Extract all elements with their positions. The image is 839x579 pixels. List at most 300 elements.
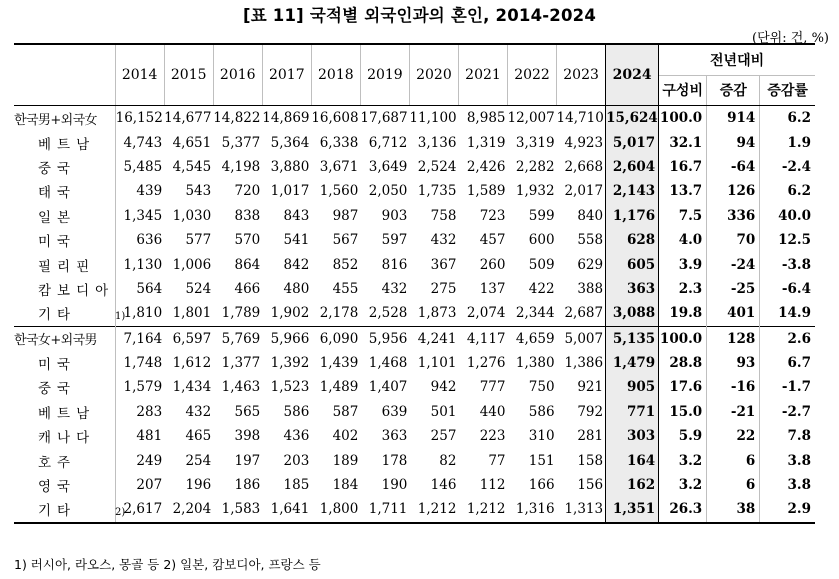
year-value: 6,712 — [368, 134, 408, 151]
year-value: 260 — [479, 256, 506, 273]
year-value: 1,523 — [270, 379, 310, 396]
value-2024: 15,624 — [606, 106, 659, 131]
year-value: 197 — [234, 452, 261, 469]
year-value: 2,074 — [466, 305, 506, 322]
year-header: 2023 — [557, 44, 606, 106]
composition-value: 32.1 — [669, 134, 703, 151]
composition-value: 3.9 — [678, 256, 703, 273]
year-value: 14,677 — [164, 106, 213, 131]
year-value: 567 — [332, 232, 359, 249]
value-2024: 5,017 — [606, 130, 659, 154]
year-value: 1,560 — [319, 183, 359, 200]
row-label — [14, 497, 126, 522]
value-2024: 605 — [606, 252, 659, 276]
year-value: 465 — [185, 428, 212, 445]
row-label — [14, 400, 115, 424]
value-2024: 363 — [606, 277, 659, 301]
year-value: 1,902 — [270, 305, 310, 322]
year-value: 524 — [185, 280, 212, 297]
year-value: 6,597 — [164, 326, 213, 351]
increase-rate-value: 3.8 — [760, 473, 815, 497]
year-value: 3,649 — [368, 158, 408, 175]
composition-value: 17.6 — [669, 379, 703, 396]
year-value: 1,212 — [458, 497, 507, 522]
increase-value: -25 — [707, 277, 760, 301]
year-value: 501 — [430, 403, 457, 420]
year-value: 4,743 — [115, 130, 164, 154]
increase-value: -24 — [707, 252, 760, 276]
year-value: 5,007 — [557, 326, 606, 351]
year-header: 2021 — [458, 44, 507, 106]
composition-header: 구성비 — [659, 75, 707, 106]
year-value: 1,276 — [466, 355, 506, 372]
year-value: 1,800 — [311, 497, 360, 522]
year-value: 14,869 — [262, 106, 311, 131]
year-value: 156 — [577, 477, 604, 494]
year-value: 1,589 — [466, 183, 506, 200]
year-value: 1,386 — [564, 355, 604, 372]
year-value: 600 — [528, 232, 555, 249]
row-label-text: 한국男+외국女 — [14, 112, 97, 128]
increase-value: 93 — [707, 351, 760, 375]
year-value: 565 — [234, 403, 261, 420]
year-value: 367 — [430, 256, 457, 273]
year-value: 275 — [430, 280, 457, 297]
row-label — [14, 179, 115, 203]
increase-value: -64 — [707, 155, 760, 179]
year-value: 190 — [381, 477, 408, 494]
composition-value: 26.3 — [659, 497, 707, 522]
year-value: 852 — [332, 256, 359, 273]
year-value: 1,641 — [262, 497, 311, 522]
value-2024: 164 — [606, 448, 659, 472]
value-2024: 771 — [606, 400, 659, 424]
row-label — [14, 228, 115, 252]
table-row — [14, 473, 815, 497]
row-label — [14, 448, 115, 472]
year-value: 432 — [381, 280, 408, 297]
footnote-marker: 1) — [115, 311, 126, 323]
year-value: 903 — [381, 207, 408, 224]
year-header: 2015 — [164, 44, 213, 106]
row-label-text: 영국 — [38, 479, 77, 496]
row-label — [14, 301, 126, 326]
year-value: 4,117 — [458, 326, 507, 351]
year-value: 1,735 — [417, 183, 457, 200]
year-value: 2,687 — [564, 305, 604, 322]
composition-value: 100.0 — [659, 106, 707, 131]
year-value: 3,136 — [417, 134, 457, 151]
year-header: 2017 — [262, 44, 311, 106]
year-value: 12,007 — [508, 106, 557, 131]
year-value: 310 — [528, 428, 555, 445]
year-value: 587 — [332, 403, 359, 420]
year-value: 1,345 — [115, 204, 164, 228]
table-row — [14, 155, 815, 179]
value-2024: 1,176 — [606, 204, 659, 228]
year-value: 481 — [115, 424, 164, 448]
year-value: 6,090 — [311, 326, 360, 351]
value-2024: 162 — [606, 473, 659, 497]
year-value: 432 — [430, 232, 457, 249]
year-value: 5,769 — [213, 326, 262, 351]
year-value: 77 — [488, 452, 506, 469]
increase-rate-value: 6.7 — [760, 351, 815, 375]
table-row — [14, 400, 815, 424]
year-value: 1,101 — [417, 355, 457, 372]
year-2024-header: 2024 — [606, 44, 659, 106]
year-value: 1,434 — [172, 379, 212, 396]
increase-header: 증감 — [707, 75, 760, 106]
row-label-text: 기타 — [38, 307, 77, 324]
increase-rate-value: 1.9 — [760, 130, 815, 154]
year-value: 112 — [479, 477, 506, 494]
year-value: 388 — [577, 280, 604, 297]
year-header: 2016 — [213, 44, 262, 106]
year-value: 1,583 — [213, 497, 262, 522]
increase-rate-value: 7.8 — [760, 424, 815, 448]
yoy-group-header: 전년대비 — [659, 44, 815, 75]
year-value: 14,822 — [213, 106, 262, 131]
table-row — [14, 252, 815, 276]
year-value: 639 — [381, 403, 408, 420]
year-value: 2,204 — [164, 497, 213, 522]
increase-value: -21 — [707, 400, 760, 424]
year-value: 1,789 — [221, 305, 261, 322]
year-value: 1,392 — [270, 355, 310, 372]
year-value: 184 — [332, 477, 359, 494]
year-value: 843 — [283, 207, 310, 224]
increase-value: -16 — [707, 375, 760, 399]
row-header-blank — [14, 44, 115, 106]
year-value: 1,313 — [557, 497, 606, 522]
table-row — [14, 130, 815, 154]
year-value: 1,711 — [360, 497, 409, 522]
year-value: 509 — [528, 256, 555, 273]
increase-value: 914 — [707, 106, 760, 131]
composition-value: 16.7 — [669, 158, 703, 175]
year-value: 8,985 — [458, 106, 507, 131]
row-label-text: 한국女+외국男 — [14, 333, 97, 349]
composition-value: 19.8 — [669, 305, 703, 322]
year-value: 5,956 — [360, 326, 409, 351]
year-value: 1,439 — [319, 355, 359, 372]
year-value: 249 — [115, 448, 164, 472]
year-header: 2018 — [311, 44, 360, 106]
year-value: 2,668 — [564, 158, 604, 175]
row-label-text: 베트남 — [38, 405, 96, 422]
year-header: 2022 — [508, 44, 557, 106]
total-row — [14, 326, 815, 351]
composition-value: 13.7 — [669, 183, 703, 200]
composition-value: 7.5 — [678, 207, 703, 224]
total-row — [14, 106, 815, 131]
increase-value: 336 — [707, 204, 760, 228]
row-label — [14, 155, 115, 179]
year-value: 1,380 — [515, 355, 555, 372]
year-value: 1,932 — [515, 183, 555, 200]
year-value: 1,801 — [172, 305, 212, 322]
year-value: 196 — [185, 477, 212, 494]
year-value: 466 — [234, 280, 261, 297]
year-value: 777 — [479, 379, 506, 396]
row-label-text: 일본 — [38, 209, 77, 226]
value-2024: 303 — [606, 424, 659, 448]
increase-rate-value: -6.4 — [760, 277, 815, 301]
table-row — [14, 497, 815, 522]
increase-rate-value: -2.7 — [760, 400, 815, 424]
increase-value: 6 — [707, 448, 760, 472]
footnote: 1) 러시아, 라오스, 몽골 등 2) 일본, 캄보디아, 프랑스 등 — [14, 557, 321, 572]
table-row — [14, 204, 815, 228]
year-header: 2019 — [360, 44, 409, 106]
year-value: 570 — [234, 232, 261, 249]
year-value: 436 — [283, 428, 310, 445]
increase-rate-value: 6.2 — [760, 179, 815, 203]
row-label — [14, 351, 115, 375]
year-value: 1,130 — [115, 252, 164, 276]
year-value: 2,344 — [515, 305, 555, 322]
increase-rate-value: -3.8 — [760, 252, 815, 276]
value-2024: 5,135 — [606, 326, 659, 351]
composition-value: 3.2 — [678, 452, 703, 469]
year-value: 146 — [430, 477, 457, 494]
year-value: 432 — [185, 403, 212, 420]
year-value: 864 — [234, 256, 261, 273]
increase-value: 128 — [707, 326, 760, 351]
year-value: 457 — [479, 232, 506, 249]
year-value: 281 — [577, 428, 604, 445]
year-value: 564 — [115, 277, 164, 301]
row-label-text: 호주 — [38, 454, 77, 471]
table-row — [14, 424, 815, 448]
year-value: 599 — [528, 207, 555, 224]
year-value: 17,687 — [360, 106, 409, 131]
year-value: 3,880 — [270, 158, 310, 175]
year-value: 750 — [528, 379, 555, 396]
row-label — [14, 375, 115, 399]
year-value: 137 — [479, 280, 506, 297]
year-value: 158 — [577, 452, 604, 469]
year-value: 816 — [381, 256, 408, 273]
year-value: 987 — [332, 207, 359, 224]
year-value: 2,282 — [515, 158, 555, 175]
row-label-text: 미국 — [38, 234, 77, 251]
year-value: 5,966 — [262, 326, 311, 351]
row-label — [14, 424, 115, 448]
row-label-text: 베트남 — [38, 136, 96, 153]
year-value: 203 — [283, 452, 310, 469]
increase-value: 94 — [707, 130, 760, 154]
year-value: 2,524 — [417, 158, 457, 175]
composition-value: 5.9 — [678, 428, 703, 445]
composition-value: 100.0 — [659, 326, 707, 351]
year-value: 422 — [528, 280, 555, 297]
increase-rate-value: -1.7 — [760, 375, 815, 399]
row-label — [14, 473, 115, 497]
year-value: 5,485 — [115, 155, 164, 179]
increase-value: 126 — [707, 179, 760, 203]
year-value: 4,651 — [172, 134, 212, 151]
increase-value: 70 — [707, 228, 760, 252]
row-label-text: 캐나다 — [38, 430, 96, 447]
increase-rate-value: 2.9 — [760, 497, 815, 522]
composition-value: 2.3 — [678, 280, 703, 297]
year-value: 942 — [430, 379, 457, 396]
year-value: 1,468 — [368, 355, 408, 372]
year-value: 363 — [381, 428, 408, 445]
year-value: 636 — [115, 228, 164, 252]
year-value: 82 — [439, 452, 457, 469]
year-value: 1,319 — [466, 134, 506, 151]
marriage-table — [14, 43, 815, 524]
row-label-text: 캄보디아 — [38, 282, 115, 299]
year-value: 16,152 — [115, 106, 164, 131]
unit-label: (단위: 건, %) — [752, 31, 829, 46]
year-value: 166 — [528, 477, 555, 494]
year-value: 283 — [115, 400, 164, 424]
year-value: 1,810 — [115, 301, 164, 326]
year-value: 1,873 — [417, 305, 457, 322]
year-value: 2,426 — [466, 158, 506, 175]
year-value: 440 — [479, 403, 506, 420]
year-value: 2,050 — [368, 183, 408, 200]
table-row — [14, 301, 815, 326]
table-body — [14, 106, 815, 523]
year-value: 842 — [283, 256, 310, 273]
increase-rate-value: 14.9 — [760, 301, 815, 326]
footnote-marker: 2) — [115, 507, 126, 519]
increase-value: 22 — [707, 424, 760, 448]
value-2024: 1,351 — [606, 497, 659, 522]
row-label — [14, 252, 115, 276]
composition-value: 15.0 — [669, 403, 703, 420]
year-value: 402 — [332, 428, 359, 445]
year-value: 558 — [577, 232, 604, 249]
year-value: 921 — [577, 379, 604, 396]
year-value: 2,178 — [319, 305, 359, 322]
year-value: 758 — [430, 207, 457, 224]
increase-rate-value: 6.2 — [760, 106, 815, 131]
value-2024: 2,143 — [606, 179, 659, 203]
increase-rate-value: 40.0 — [760, 204, 815, 228]
year-value: 178 — [381, 452, 408, 469]
year-value: 597 — [381, 232, 408, 249]
value-2024: 3,088 — [606, 301, 659, 326]
composition-value: 3.2 — [678, 477, 703, 494]
year-value: 4,198 — [221, 158, 261, 175]
increase-rate-value: 12.5 — [760, 228, 815, 252]
increase-value: 401 — [707, 301, 760, 326]
year-value: 11,100 — [409, 106, 458, 131]
year-value: 3,319 — [515, 134, 555, 151]
increase-value: 6 — [707, 473, 760, 497]
year-value: 629 — [577, 256, 604, 273]
table-row — [14, 277, 815, 301]
table-row — [14, 375, 815, 399]
year-value: 189 — [332, 452, 359, 469]
table-row — [14, 228, 815, 252]
row-label-text: 태국 — [38, 185, 77, 202]
composition-value: 4.0 — [678, 232, 703, 249]
year-value: 4,923 — [564, 134, 604, 151]
row-label-text: 중국 — [38, 381, 77, 398]
year-value: 14,710 — [557, 106, 606, 131]
increase-rate-value: 3.8 — [760, 448, 815, 472]
year-value: 723 — [479, 207, 506, 224]
table-row — [14, 351, 815, 375]
row-label-text: 미국 — [38, 357, 77, 374]
row-label — [14, 130, 115, 154]
year-value: 840 — [577, 207, 604, 224]
value-2024: 1,479 — [606, 351, 659, 375]
year-value: 1,030 — [172, 207, 212, 224]
year-value: 398 — [234, 428, 261, 445]
year-value: 5,364 — [270, 134, 310, 151]
year-value: 1,377 — [221, 355, 261, 372]
table-row — [14, 448, 815, 472]
year-value: 6,338 — [319, 134, 359, 151]
table-row — [14, 179, 815, 203]
year-value: 2,528 — [368, 305, 408, 322]
year-value: 543 — [185, 183, 212, 200]
year-value: 186 — [234, 477, 261, 494]
year-value: 2,617 — [115, 497, 164, 522]
year-value: 792 — [577, 403, 604, 420]
year-value: 2,017 — [564, 183, 604, 200]
year-value: 1,316 — [508, 497, 557, 522]
year-value: 439 — [115, 179, 164, 203]
row-label — [14, 204, 115, 228]
increase-rate-value: -2.4 — [760, 155, 815, 179]
year-value: 1,489 — [319, 379, 359, 396]
row-label — [14, 277, 115, 301]
year-value: 4,241 — [409, 326, 458, 351]
row-label-text: 필리핀 — [38, 258, 96, 275]
increase-rate-value: 2.6 — [760, 326, 815, 351]
year-header: 2020 — [409, 44, 458, 106]
year-value: 1,748 — [115, 351, 164, 375]
year-value: 586 — [283, 403, 310, 420]
row-label — [14, 106, 115, 131]
value-2024: 2,604 — [606, 155, 659, 179]
year-value: 1,006 — [172, 256, 212, 273]
increase-rate-header: 증감률 — [760, 75, 815, 106]
table-title: [표 11] 국적별 외국인과의 혼인, 2014-2024 — [242, 6, 597, 25]
year-value: 3,671 — [319, 158, 359, 175]
year-value: 254 — [185, 452, 212, 469]
year-value: 257 — [430, 428, 457, 445]
year-value: 4,545 — [172, 158, 212, 175]
year-value: 1,463 — [221, 379, 261, 396]
year-value: 1,017 — [270, 183, 310, 200]
year-value: 1,612 — [172, 355, 212, 372]
value-2024: 905 — [606, 375, 659, 399]
year-value: 455 — [332, 280, 359, 297]
year-value: 480 — [283, 280, 310, 297]
year-value: 4,659 — [508, 326, 557, 351]
year-value: 207 — [115, 473, 164, 497]
year-value: 5,377 — [221, 134, 261, 151]
row-label — [14, 326, 115, 351]
year-value: 1,407 — [368, 379, 408, 396]
year-value: 586 — [528, 403, 555, 420]
year-value: 541 — [283, 232, 310, 249]
row-label-text: 기타 — [38, 503, 77, 520]
year-value: 720 — [234, 183, 261, 200]
year-value: 16,608 — [311, 106, 360, 131]
year-value: 1,579 — [115, 375, 164, 399]
